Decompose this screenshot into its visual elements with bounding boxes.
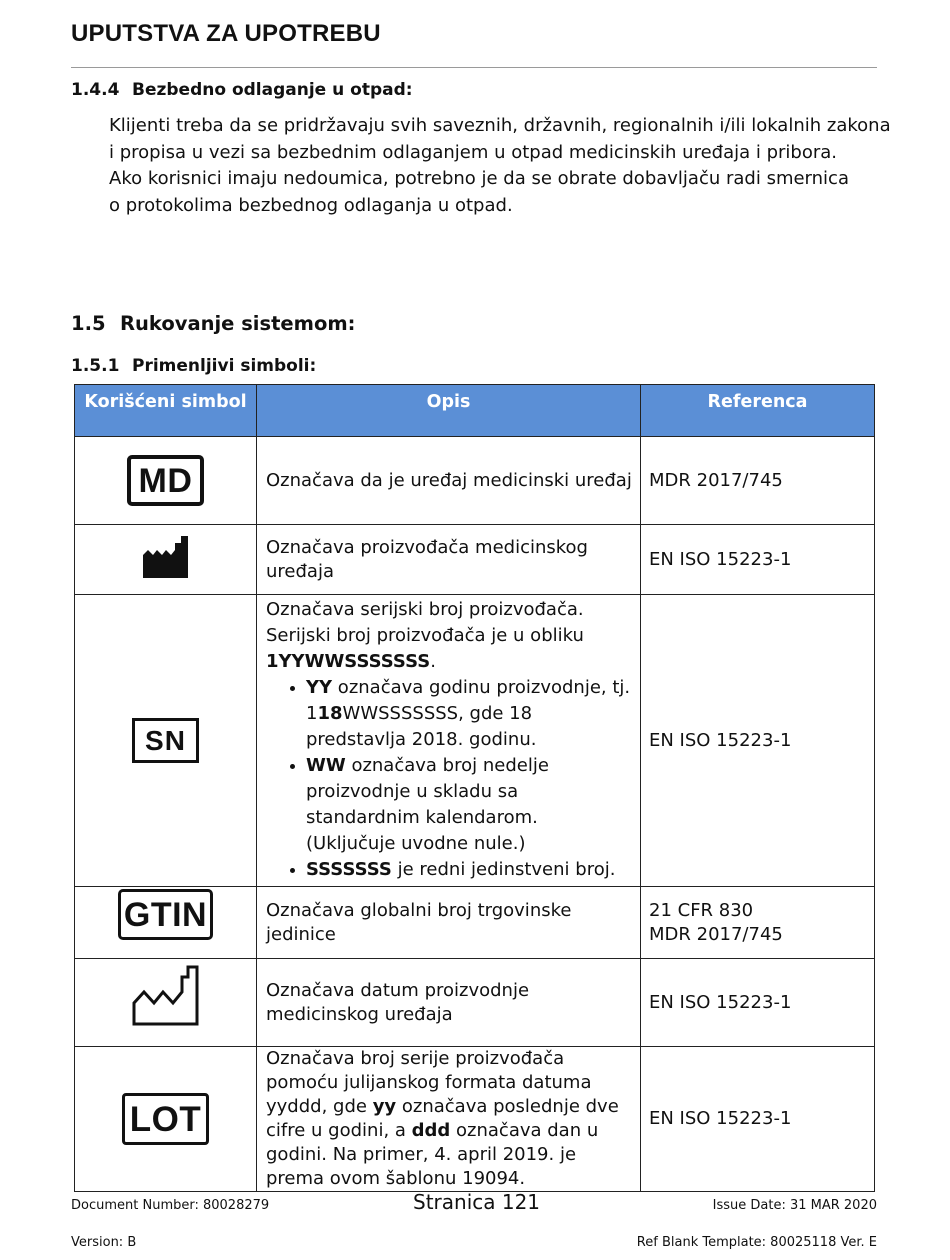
lot-description-text: Označava broj serije proizvođača pomoću julijanskog formata datuma yyddd, gde — [266, 1048, 592, 1117]
bold-term: YY — [306, 677, 333, 698]
serial-description-intro: Označava serijski broj proizvođača. Serijski broj proizvođača je u obliku — [266, 599, 584, 646]
bold-term: 18 — [317, 703, 343, 724]
section-title: Rukovanje sistemom: — [120, 312, 356, 335]
lot-description-text: označava dan u godini. Na primer, 4. april 2019. je prema ovom šablonu 19094. — [266, 1120, 599, 1189]
section-title: Primenljivi simboli: — [132, 356, 317, 376]
footer-template: Ref Blank Template: 80025118 Ver. E — [636, 1235, 877, 1250]
reference-cell: EN ISO 15223-1 — [641, 595, 875, 887]
table-row — [75, 525, 875, 595]
column-header-symbol: Korišćeni simbol — [75, 385, 257, 437]
description-cell: Označava proizvođača medicinskog uređaja — [257, 525, 641, 595]
list-item — [306, 857, 632, 883]
symbol-cell — [75, 595, 257, 887]
serial-number-icon: SN — [132, 718, 199, 763]
section-number: 1.4.4 — [71, 80, 120, 100]
paragraph-line: Ako korisnici imaju nedoumica, potrebno je da se obrate dobavljaču radi smernica — [109, 168, 849, 189]
reference-line: MDR 2017/745 — [649, 923, 783, 945]
section-title: Bezbedno odlaganje u otpad: — [132, 80, 413, 100]
description-cell: Označava globalni broj trgovinske jedinice — [257, 887, 641, 959]
symbol-cell — [75, 1047, 257, 1192]
gtin-icon: GTIN — [118, 889, 213, 940]
paragraph-line: o protokolima bezbednog odlaganja u otpad. — [109, 194, 513, 216]
paragraph-line: Klijenti treba da se pridržavaju svih saveznih, državnih, regionalnih i/ili lokalnih zakona — [109, 115, 891, 136]
section-1-5-1-heading — [71, 356, 316, 376]
bold-term: yy — [372, 1096, 397, 1117]
disposal-paragraph — [109, 113, 889, 219]
list-item — [306, 753, 632, 857]
serial-format-list — [266, 675, 632, 883]
section-1-5-heading — [71, 312, 355, 335]
bold-term: WW — [306, 755, 346, 776]
symbol-cell — [75, 959, 257, 1047]
lot-icon: LOT — [122, 1093, 209, 1145]
section-number: 1.5 — [71, 312, 106, 335]
description-cell: Označava datum proizvodnje medicinskog uređaja — [257, 959, 641, 1047]
lot-description-text: označava poslednje dve cifre u godini, a — [266, 1096, 619, 1141]
table-header-row — [75, 385, 875, 437]
footer-document-number: Document Number: 80028279 — [71, 1198, 270, 1213]
symbol-cell — [75, 437, 257, 525]
table-row — [75, 595, 875, 887]
column-header-reference: Referenca — [641, 385, 875, 437]
column-header-description: Opis — [257, 385, 641, 437]
reference-line: 21 CFR 830 — [649, 899, 754, 921]
table-row — [75, 1047, 875, 1192]
symbol-cell — [75, 887, 257, 959]
reference-cell: EN ISO 15223-1 — [641, 1047, 875, 1192]
reference-cell: EN ISO 15223-1 — [641, 525, 875, 595]
table-row — [75, 887, 875, 959]
serial-format — [266, 649, 632, 675]
section-number: 1.5.1 — [71, 356, 120, 376]
manufacturer-icon — [142, 533, 190, 579]
description-cell: Označava da je uređaj medicinski uređaj — [257, 437, 641, 525]
serial-format-end: . — [430, 651, 436, 672]
table-row — [75, 437, 875, 525]
serial-format-code: 1YYWWSSSSSSS — [266, 651, 431, 672]
list-item — [306, 675, 632, 753]
bold-term: SSSSSSS — [306, 859, 392, 880]
description-cell — [257, 1047, 641, 1192]
list-item-text: je redni jedinstveni broj. — [391, 859, 616, 880]
paragraph-line: i propisa u vezi sa bezbednim odlaganjem u otpad medicinskih uređaja i pribora. — [109, 141, 837, 163]
list-item-text: označava godinu proizvodnje, tj. 1 — [306, 677, 631, 724]
symbols-table — [74, 384, 875, 1192]
footer-issue-date: Issue Date: 31 MAR 2020 — [712, 1198, 877, 1213]
list-item-text: WWSSSSSSS, gde 18 predstavlja 2018. godinu. — [306, 703, 537, 750]
date-of-manufacture-icon — [131, 963, 201, 1027]
section-1-4-4-heading — [71, 80, 413, 100]
symbol-cell — [75, 525, 257, 595]
reference-cell: EN ISO 15223-1 — [641, 959, 875, 1047]
footer-version: Version: B — [71, 1235, 137, 1250]
reference-cell: MDR 2017/745 — [641, 437, 875, 525]
document-title: UPUTSTVA ZA UPOTREBU — [71, 20, 381, 47]
reference-cell — [641, 887, 875, 959]
table-row — [75, 959, 875, 1047]
md-symbol-icon: MD — [127, 455, 205, 506]
list-item-text: označava broj nedelje proizvodnje u skladu sa standardnim kalendarom. (Uključuje uvodne nule.) — [306, 755, 549, 854]
description-cell — [257, 595, 641, 887]
title-divider — [71, 67, 877, 68]
footer-page-number: Stranica 121 — [413, 1190, 541, 1214]
bold-term: ddd — [411, 1120, 451, 1141]
